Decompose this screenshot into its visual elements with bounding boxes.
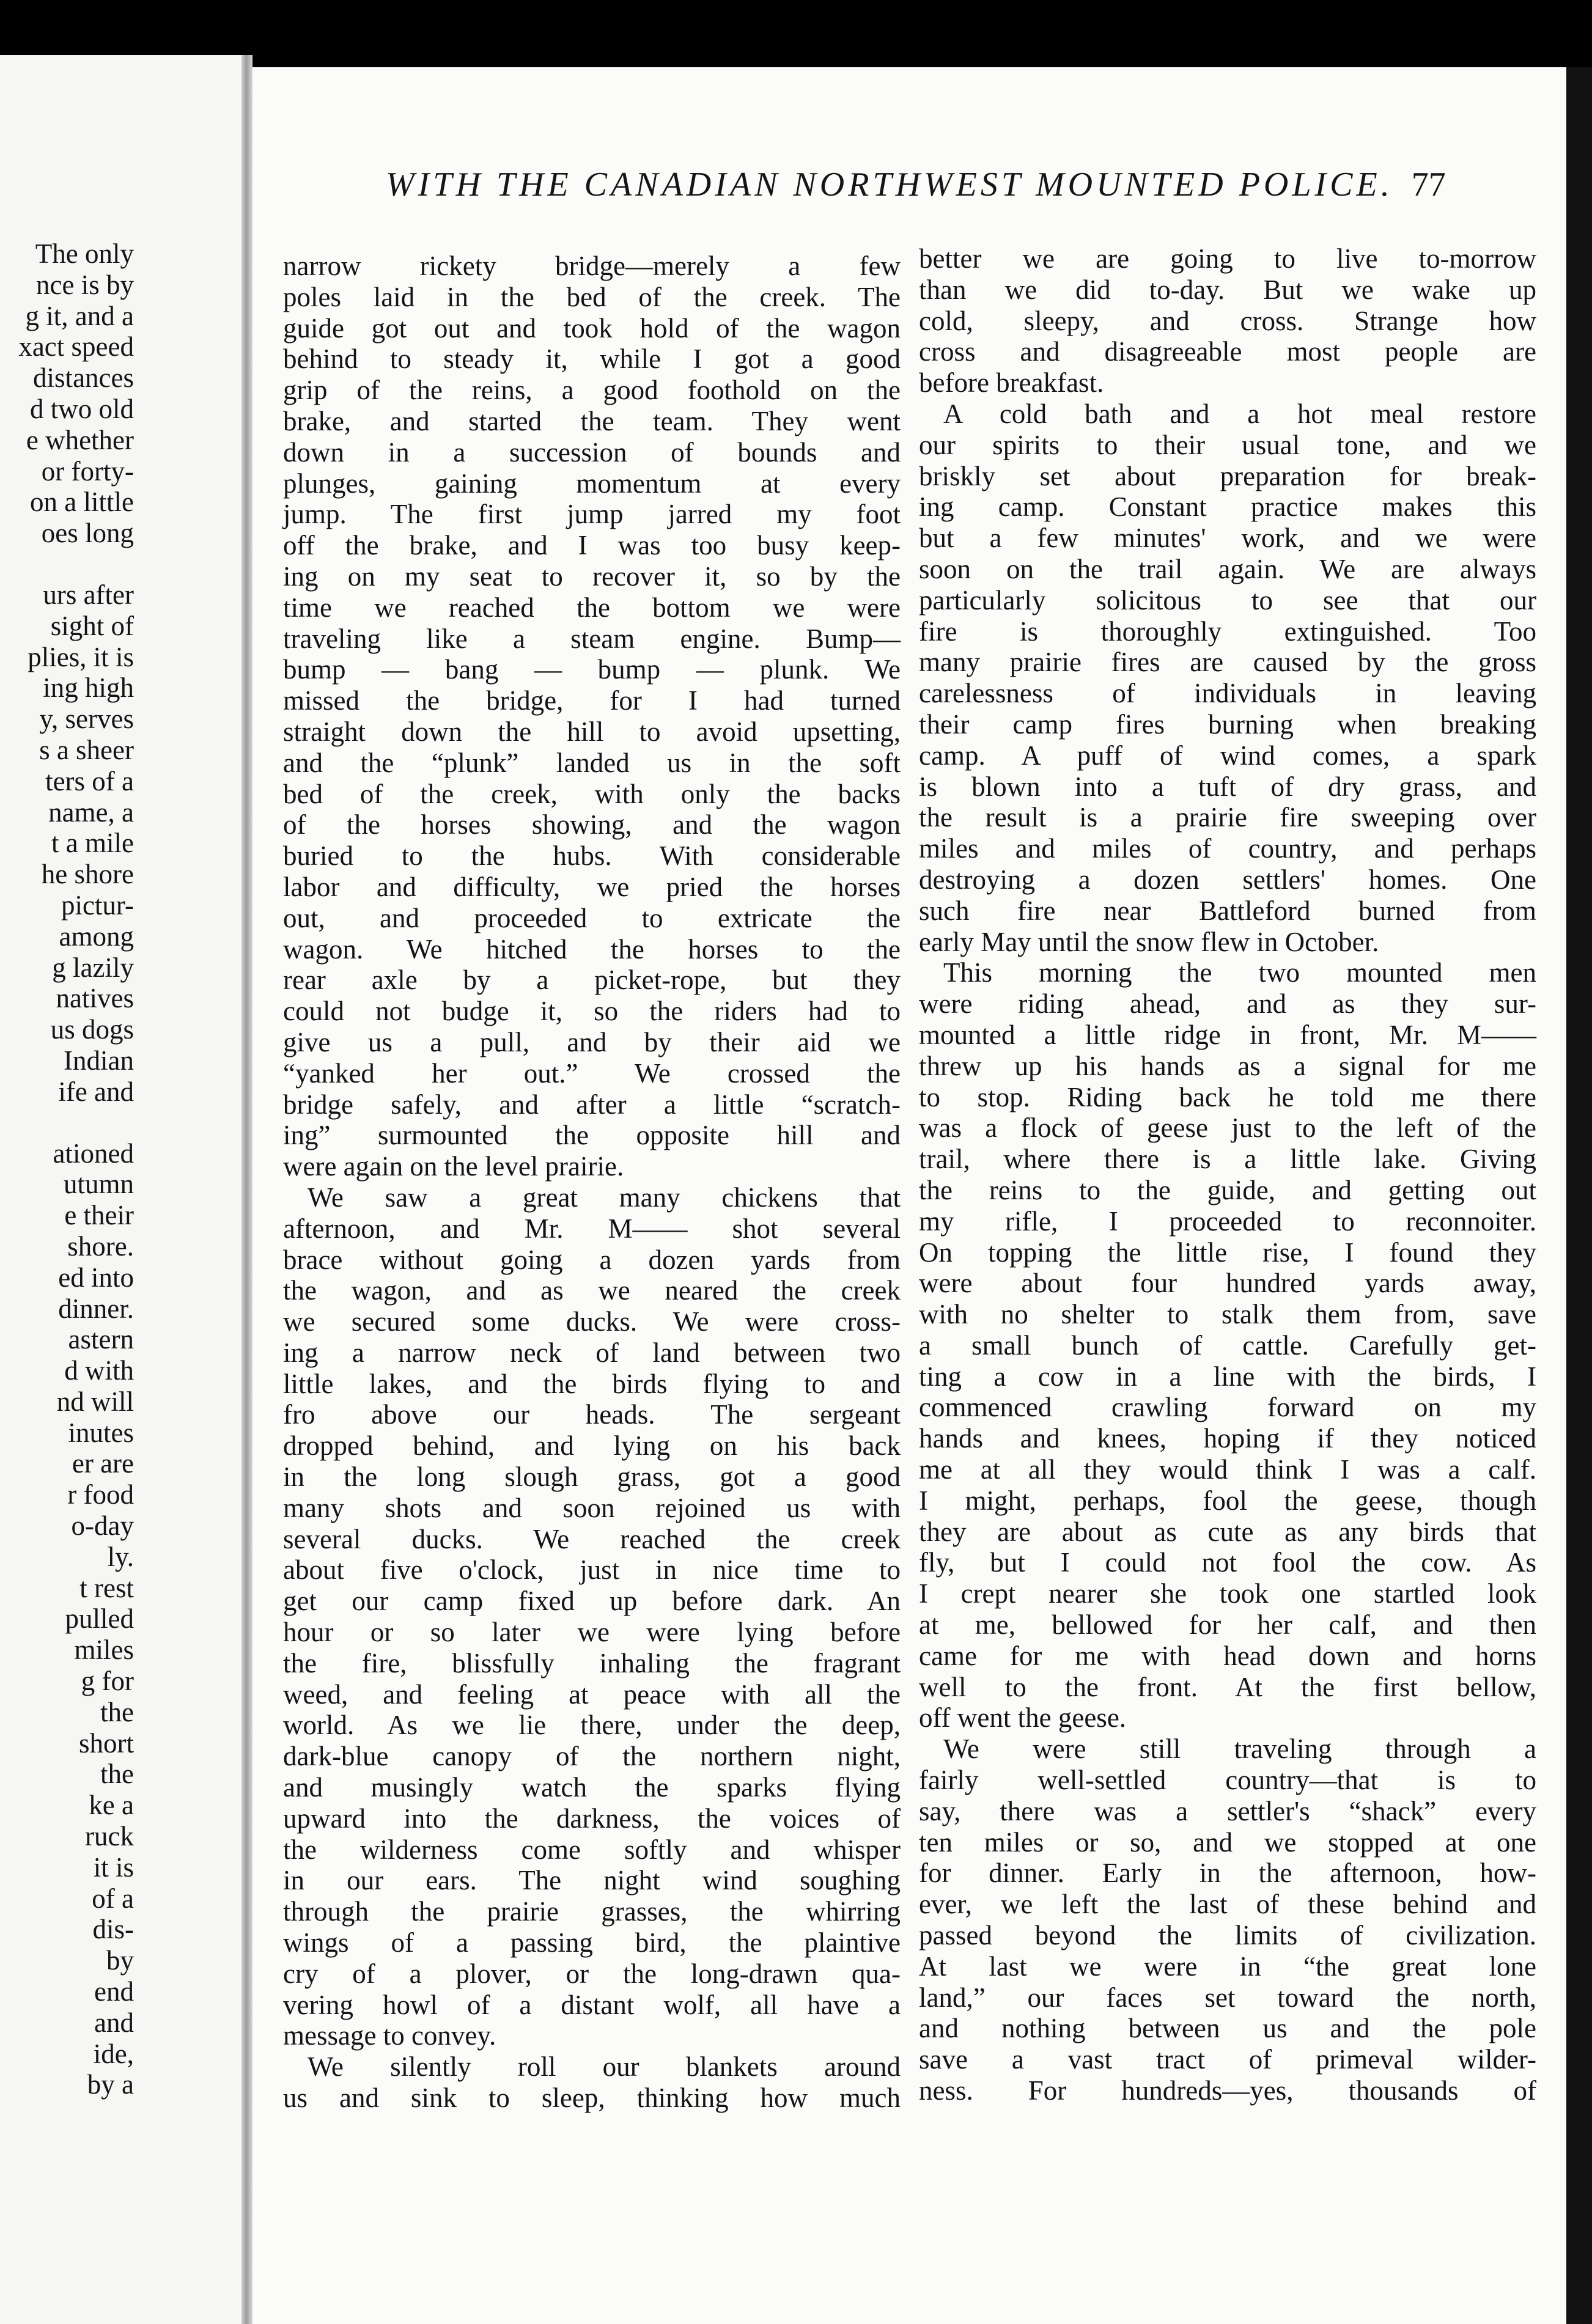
text-line: is blown into a tuft of dry grass, and bbox=[919, 771, 1536, 802]
text-line: cross and disagreeable most people are bbox=[919, 336, 1536, 367]
text-line: labor and difficulty, we pried the horses bbox=[283, 871, 901, 902]
facing-page-left bbox=[0, 55, 241, 2324]
text-line: message to convey. bbox=[283, 2020, 496, 2051]
text-line: ruck bbox=[85, 1821, 134, 1852]
text-line: t rest bbox=[79, 1572, 134, 1603]
text-line: and musingly watch the sparks flying bbox=[283, 1772, 901, 1803]
text-line: I might, perhaps, fool the geese, though bbox=[919, 1485, 1536, 1516]
text-line: in our ears. The night wind soughing bbox=[283, 1865, 901, 1896]
text-line: er are bbox=[72, 1448, 134, 1479]
text-line: fly, but I could not fool the cow. As bbox=[919, 1547, 1536, 1578]
text-line: I crept nearer she took one startled look bbox=[919, 1578, 1536, 1609]
text-line: On topping the little rise, I found they bbox=[919, 1237, 1536, 1268]
text-line: ly. bbox=[107, 1541, 134, 1572]
text-line: many prairie fires are caused by the gross bbox=[919, 647, 1536, 678]
facing-page-text-fragments bbox=[0, 238, 241, 2100]
text-line: Indian bbox=[64, 1045, 134, 1076]
text-line: wagon. We hitched the horses to the bbox=[283, 933, 901, 965]
text-line: guide got out and took hold of the wagon bbox=[283, 312, 901, 344]
page-number: 77 bbox=[1411, 166, 1446, 204]
text-line: We saw a great many chickens that bbox=[308, 1182, 901, 1213]
text-line: destroying a dozen settlers' homes. One bbox=[919, 864, 1536, 895]
text-column-right bbox=[919, 243, 1536, 2106]
text-line: dropped behind, and lying on his back bbox=[283, 1430, 901, 1462]
text-line: the wagon, and as we neared the creek bbox=[283, 1275, 901, 1306]
text-line: nce is by bbox=[36, 269, 134, 300]
text-line: ide, bbox=[93, 2038, 134, 2069]
text-line: miles bbox=[74, 1635, 134, 1666]
text-line: ever, we left the last of these behind and bbox=[919, 1889, 1536, 1920]
text-line: e whether bbox=[26, 424, 134, 455]
text-line: better we are going to live to-morrow bbox=[919, 243, 1536, 274]
text-line: g lazily bbox=[52, 952, 134, 983]
text-line: g for bbox=[81, 1666, 134, 1697]
text-line: fire is thoroughly extinguished. Too bbox=[919, 616, 1536, 647]
scan-edge-shadow bbox=[1566, 67, 1592, 2324]
text-line: could not budge it, so the riders had to bbox=[283, 996, 901, 1027]
text-line: ed into bbox=[58, 1262, 134, 1293]
text-line: shore. bbox=[67, 1230, 134, 1262]
text-line: rear axle by a picket-rope, but they bbox=[283, 965, 901, 996]
text-line: ten miles or so, and we stopped at one bbox=[919, 1826, 1536, 1858]
text-line: t a mile bbox=[51, 828, 134, 859]
text-line: get our camp fixed up before dark. An bbox=[283, 1586, 901, 1617]
text-line: passed beyond the limits of civilization. bbox=[919, 1920, 1536, 1951]
text-line: mounted a little ridge in front, Mr. M—— bbox=[919, 1019, 1536, 1050]
text-line: afternoon, and Mr. M—— shot several bbox=[283, 1213, 901, 1244]
text-line: we secured some ducks. We were cross- bbox=[283, 1306, 901, 1337]
text-line: trail, where there is a little lake. Giving bbox=[919, 1144, 1536, 1175]
text-line: r food bbox=[67, 1479, 134, 1510]
text-line: threw up his hands as a signal for me bbox=[919, 1050, 1536, 1081]
text-line: bridge safely, and after a little “scratch- bbox=[283, 1089, 901, 1120]
text-line: than we did to-day. But we wake up bbox=[919, 274, 1536, 305]
text-line: y, serves bbox=[39, 704, 134, 735]
text-line: but a few minutes' work, and we were bbox=[919, 523, 1536, 554]
text-line: land,” our faces set toward the north, bbox=[919, 1982, 1536, 2013]
text-line: early May until the snow flew in October. bbox=[919, 926, 1379, 957]
text-line: several ducks. We reached the creek bbox=[283, 1523, 901, 1554]
text-line: urs after bbox=[43, 579, 134, 610]
text-line: dis- bbox=[92, 1914, 134, 1945]
text-line: and the “plunk” landed us in the soft bbox=[283, 747, 901, 778]
text-line: ationed bbox=[53, 1138, 134, 1169]
text-line: inutes bbox=[68, 1417, 134, 1448]
text-line: wings of a passing bird, the plaintive bbox=[283, 1927, 901, 1958]
text-line: ing” surmounted the opposite hill and bbox=[283, 1120, 901, 1151]
text-line: us dogs bbox=[50, 1014, 134, 1045]
text-line: off went the geese. bbox=[919, 1702, 1127, 1734]
text-line: world. As we lie there, under the deep, bbox=[283, 1710, 901, 1741]
text-line: came for me with head down and horns bbox=[919, 1640, 1536, 1671]
text-line: ke a bbox=[89, 1790, 134, 1821]
text-line: the result is a prairie fire sweeping over bbox=[919, 802, 1536, 833]
text-line: poles laid in the bed of the creek. The bbox=[283, 281, 901, 312]
text-line: on a little bbox=[30, 487, 134, 518]
text-line: hands and knees, hoping if they noticed bbox=[919, 1423, 1536, 1454]
text-line: oes long bbox=[41, 518, 134, 549]
text-line: missed the bridge, for I had turned bbox=[283, 685, 901, 716]
paragraph-gap bbox=[0, 549, 241, 579]
text-line: At last we were in “the great lone bbox=[919, 1951, 1536, 1982]
text-line: s a sheer bbox=[39, 734, 134, 765]
text-line: jump. The first jump jarred my foot bbox=[283, 499, 901, 530]
text-line: plies, it is bbox=[28, 641, 134, 672]
text-line: weed, and feeling at peace with all the bbox=[283, 1679, 901, 1710]
text-line: ing a narrow neck of land between two bbox=[283, 1337, 901, 1368]
text-line: name, a bbox=[48, 796, 134, 828]
text-line: the bbox=[100, 1696, 134, 1727]
text-line: xact speed bbox=[18, 331, 134, 362]
text-line: commenced crawling forward on my bbox=[919, 1392, 1536, 1423]
text-line: straight down the hill to avoid upsetting, bbox=[283, 716, 901, 747]
text-line: fro above our heads. The sergeant bbox=[283, 1399, 901, 1430]
text-line: ness. For hundreds—yes, thousands of bbox=[919, 2075, 1536, 2106]
text-line: were riding ahead, and as they sur- bbox=[919, 988, 1536, 1020]
text-line: with no shelter to stalk them from, save bbox=[919, 1299, 1536, 1330]
text-line: and bbox=[94, 2007, 134, 2038]
text-line: give us a pull, and by their aid we bbox=[283, 1026, 901, 1057]
text-line: brace without going a dozen yards from bbox=[283, 1244, 901, 1275]
book-gutter bbox=[241, 55, 252, 2324]
text-line: astern bbox=[68, 1324, 134, 1355]
text-line: was a flock of geese just to the left of the bbox=[919, 1112, 1536, 1144]
text-line: ters of a bbox=[45, 765, 134, 796]
text-line: short bbox=[79, 1727, 134, 1759]
text-line: by bbox=[106, 1945, 134, 1976]
text-line: and nothing between us and the pole bbox=[919, 2013, 1536, 2044]
text-line: d two old bbox=[29, 393, 134, 424]
text-line: ing camp. Constant practice makes this bbox=[919, 491, 1536, 523]
text-line: in the long slough grass, got a good bbox=[283, 1462, 901, 1493]
text-line: the wilderness come softly and whisper bbox=[283, 1834, 901, 1865]
text-line: their camp fires burning when breaking bbox=[919, 708, 1536, 740]
text-line: dinner. bbox=[58, 1293, 134, 1324]
text-line: ing on my seat to recover it, so by the bbox=[283, 561, 901, 592]
text-line: many shots and soon rejoined us with bbox=[283, 1492, 901, 1523]
text-line: natives bbox=[56, 983, 134, 1014]
text-line: bump — bang — bump — plunk. We bbox=[283, 654, 901, 685]
text-line: my rifle, I proceeded to reconnoiter. bbox=[919, 1205, 1536, 1237]
text-line: dark-blue canopy of the northern night, bbox=[283, 1741, 901, 1772]
text-line: particularly solicitous to see that our bbox=[919, 584, 1536, 616]
page-77 bbox=[252, 67, 1592, 2324]
text-line: distances bbox=[33, 362, 134, 394]
text-line: utumn bbox=[63, 1169, 134, 1200]
text-line: me at all they would think I was a calf. bbox=[919, 1454, 1536, 1485]
text-line: were about four hundred yards away, bbox=[919, 1268, 1536, 1299]
text-line: “yanked her out.” We crossed the bbox=[283, 1057, 901, 1089]
text-line: say, there was a settler's “shack” every bbox=[919, 1795, 1536, 1826]
text-line: We were still traveling through a bbox=[943, 1734, 1536, 1765]
text-line: g it, and a bbox=[25, 300, 134, 331]
text-line: the bbox=[100, 1759, 134, 1790]
text-line: bed of the creek, with only the backs bbox=[283, 778, 901, 809]
text-line: The only bbox=[35, 238, 134, 269]
running-head bbox=[386, 165, 1578, 204]
text-line: nd will bbox=[56, 1386, 134, 1417]
text-line: soon on the trail again. We are always bbox=[919, 553, 1536, 584]
text-line: plunges, gaining momentum at every bbox=[283, 468, 901, 499]
text-line: about five o'clock, just in nice time to bbox=[283, 1554, 901, 1586]
text-line: We silently roll our blankets around bbox=[308, 2051, 901, 2083]
text-line: at me, bellowed for her calf, and then bbox=[919, 1609, 1536, 1641]
text-line: our spirits to their usual tone, and we bbox=[919, 429, 1536, 460]
text-line: the reins to the guide, and getting out bbox=[919, 1174, 1536, 1205]
text-line: sight of bbox=[50, 610, 134, 641]
text-line: of the horses showing, and the wagon bbox=[283, 809, 901, 840]
text-line: brake, and started the team. They went bbox=[283, 405, 901, 436]
text-line: the fire, blissfully inhaling the fragrant bbox=[283, 1647, 901, 1679]
paragraph-gap bbox=[0, 1108, 241, 1138]
text-line: a small bunch of cattle. Carefully get- bbox=[919, 1329, 1536, 1361]
text-line: us and sink to sleep, thinking how much bbox=[283, 2083, 901, 2114]
text-line: they are about as cute as any birds that bbox=[919, 1516, 1536, 1547]
text-line: o-day bbox=[71, 1510, 134, 1542]
text-line: ting a cow in a line with the birds, I bbox=[919, 1361, 1536, 1392]
text-line: traveling like a steam engine. Bump— bbox=[283, 623, 901, 654]
text-line: fairly well-settled country—that is to bbox=[919, 1765, 1536, 1796]
text-line: save a vast tract of primeval wilder- bbox=[919, 2044, 1536, 2075]
text-line: such fire near Battleford burned from bbox=[919, 895, 1536, 926]
text-line: ing high bbox=[43, 672, 134, 704]
text-line: cry of a plover, or the long-drawn qua- bbox=[283, 1958, 901, 1989]
text-line: vering howl of a distant wolf, all have a bbox=[283, 1989, 901, 2020]
text-line: camp. A puff of wind comes, a spark bbox=[919, 740, 1536, 771]
text-line: he shore bbox=[41, 859, 134, 890]
text-line: pictur- bbox=[61, 889, 134, 921]
text-line: through the prairie grasses, the whirring bbox=[283, 1896, 901, 1927]
text-line: or forty- bbox=[41, 455, 134, 487]
text-line: buried to the hubs. With considerable bbox=[283, 840, 901, 872]
text-line: little lakes, and the birds flying to and bbox=[283, 1368, 901, 1399]
text-line: end bbox=[94, 1976, 134, 2007]
running-head-title: WITH THE CANADIAN NORTHWEST MOUNTED POLICE. bbox=[386, 166, 1393, 204]
text-line: were again on the level prairie. bbox=[283, 1151, 624, 1182]
text-line: well to the front. At the first bellow, bbox=[919, 1671, 1536, 1702]
text-line: carelessness of individuals in leaving bbox=[919, 678, 1536, 709]
text-line: of a bbox=[92, 1883, 134, 1914]
text-line: time we reached the bottom we were bbox=[283, 592, 901, 623]
text-line: to stop. Riding back he told me there bbox=[919, 1081, 1536, 1112]
text-line: d with bbox=[64, 1355, 134, 1386]
text-line: among bbox=[59, 921, 134, 952]
text-column-left bbox=[283, 251, 901, 2114]
text-line: out, and proceeded to extricate the bbox=[283, 902, 901, 933]
text-line: grip of the reins, a good foothold on the bbox=[283, 375, 901, 406]
text-line: before breakfast. bbox=[919, 367, 1104, 399]
text-line: down in a succession of bounds and bbox=[283, 436, 901, 468]
text-line: pulled bbox=[65, 1603, 134, 1635]
text-line: cold, sleepy, and cross. Strange how bbox=[919, 305, 1536, 336]
text-line: ife and bbox=[58, 1076, 134, 1107]
text-line: A cold bath and a hot meal restore bbox=[943, 398, 1536, 429]
text-line: for dinner. Early in the afternoon, how- bbox=[919, 1858, 1536, 1889]
text-line: it is bbox=[93, 1851, 134, 1883]
text-line: miles and miles of country, and perhaps bbox=[919, 833, 1536, 864]
text-line: hour or so later we were lying before bbox=[283, 1617, 901, 1648]
text-line: e their bbox=[64, 1200, 134, 1231]
text-line: briskly set about preparation for break- bbox=[919, 460, 1536, 491]
text-line: narrow rickety bridge—merely a few bbox=[283, 251, 901, 281]
text-line: This morning the two mounted men bbox=[943, 957, 1536, 988]
text-line: by a bbox=[87, 2069, 134, 2100]
text-line: behind to steady it, while I got a good bbox=[283, 344, 901, 375]
text-line: off the brake, and I was too busy keep- bbox=[283, 530, 901, 561]
text-line: upward into the darkness, the voices of bbox=[283, 1803, 901, 1834]
